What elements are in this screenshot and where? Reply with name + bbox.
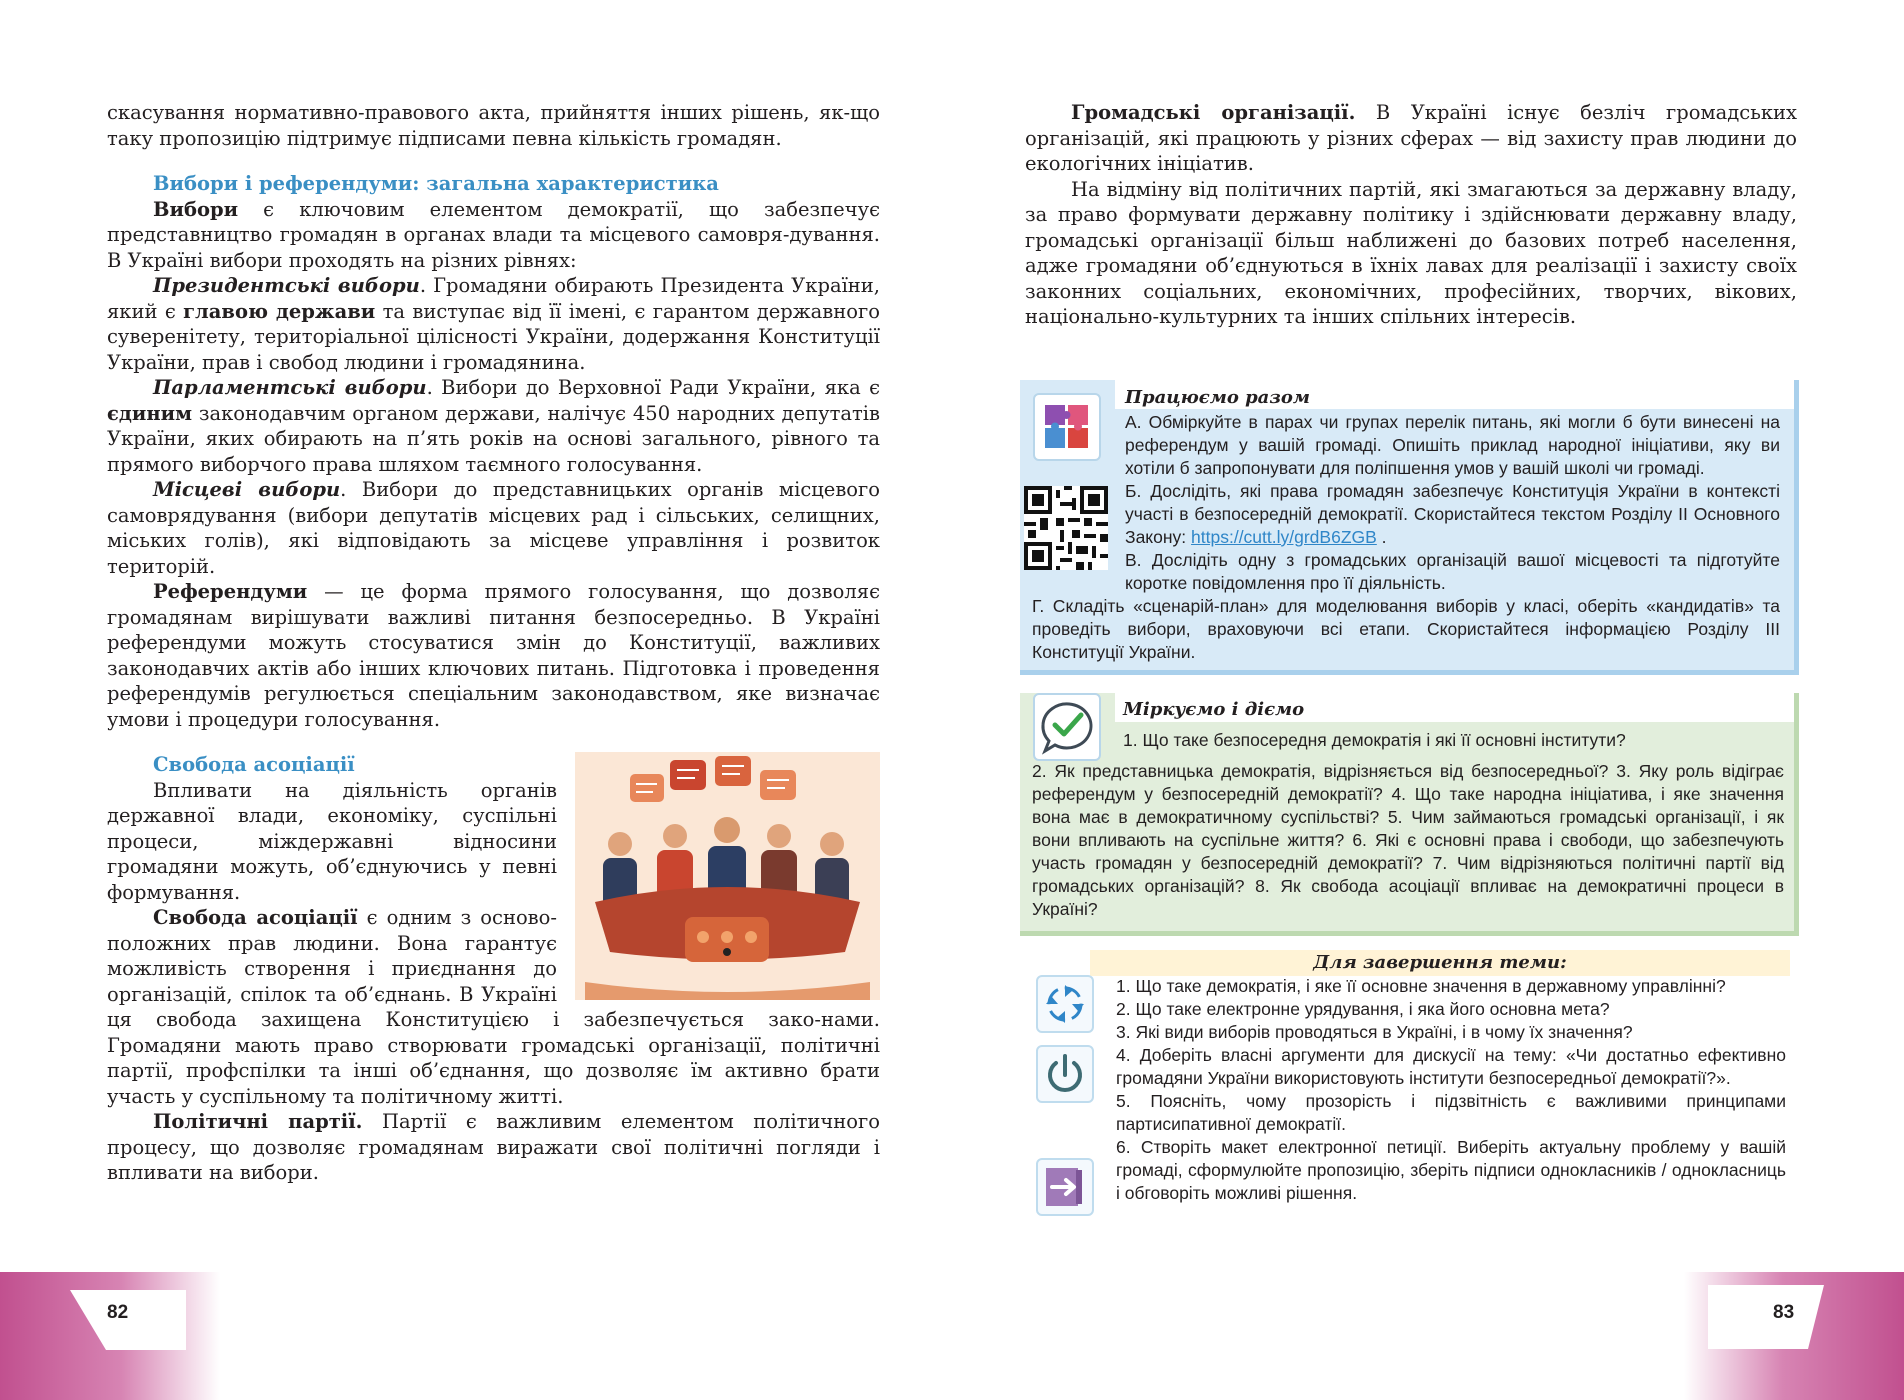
paragraph-parliamentary: Парламентські вибори. Вибори до Верховної Ради України, яка є єдиним законодавчим органом держави, налічує 450 народних депутатів України, яких обирають на п’ять років на основі загального, рівного та прямого виборчого права шляхом таємного голосування.: [107, 376, 880, 476]
page-number-right: 83: [1773, 1302, 1795, 1323]
finish-item: 2. Що таке електронне урядування, і яка його основна мета?: [1116, 999, 1610, 1019]
paragraph-ngo: Громадські організації. В Україні існує безліч громадських організацій, які працюють у різних сферах — від захисту прав людини до екологічних ініціатив.: [1025, 101, 1798, 175]
exit-arrow-icon: [1036, 1158, 1094, 1216]
finish-item: 6. Створіть макет електронної петиції. Виберіть актуальну проблему у вашій громаді, сформулюйте пропозицію, зберіть підписи однокласників / однокласниць і обговоріть можливі рішення.: [1116, 1137, 1786, 1203]
heading-association: Свобода асоціації: [153, 753, 355, 776]
finish-item: 4. Доберіть власні аргументи для дискусії на тему: «Чи достатньо ефективно громадяни України використовують інститути безпосередньої демократії?».: [1116, 1045, 1786, 1088]
right-column: [1025, 100, 1797, 330]
box-work-together-g: Г. Складіть «сценарій-план» для моделювання виборів у класі, оберіть «кандидатів» та проведіть вибори, враховуючи всі етапи. Скористайтеся інформацією Розділу ІІІ Конституції України.: [1032, 596, 1780, 662]
box-work-together: [1020, 380, 1799, 675]
term-parties: Політичні партії.: [153, 1110, 363, 1133]
box-work-together-a: А. Обміркуйте в парах чи групах перелік питань, які могли б бути винесені на референдум у вашій громаді. Опишіть приклад народної ініціативи, яку ви хотіли б запропонувати для поліпшення умов у вашій школі чи громаді.: [1125, 412, 1780, 478]
term-parliamentary: Парламентські вибори: [153, 376, 427, 399]
paragraph-ngo-vs-parties: На відміну від політичних партій, які змагаються за державну владу, за право формувати державну політику і здійснювати державну владу, громадські організації більш наближені до базових потреб населення, адже громадяни об’єднуються в їхніх лавах для реалізації і захисту своїх законних соціальних, економічних, професійних, творчих, вікових, національно-культурних та інших спільних інтересів.: [1025, 177, 1797, 328]
box-think-act-title: Міркуємо і діємо: [1123, 699, 1305, 720]
left-column: [107, 100, 880, 1186]
finish-item: 1. Що таке демократія, і яке її основне значення в державному управлінні?: [1116, 976, 1726, 996]
box-think-act: [1020, 693, 1799, 936]
paragraph-elections: Вибори є ключовим елементом демократії, що забезпечує представництво громадян в органах влади та місцевого самовря-дування. В Україні вибори проходять на різних рівнях:: [107, 197, 880, 272]
box-work-together-title: Працюємо разом: [1125, 387, 1310, 408]
qr-code: [1024, 486, 1108, 570]
box-think-act-questions: 2. Як представницька демократія, відрізняється від безпосередньої? 3. Яку роль відіграє референдум у безпосередній демократії? 4. Що таке народна ініціатива, і яке значення вона має в демократичному суспільстві? 5. Чим займаються громадські організації, і як вони впливають на суспільне життя? 6. Які є основні права і свободи, що забезпечують участь громадян у безпосередній демократії? 7. Чим відрізняються політичні партії від громадських організацій? 8. Як свобода асоціації впливає на демократичні процеси в Україні?: [1032, 761, 1784, 919]
meeting-illustration: [575, 752, 880, 1000]
page-tab-right: [1708, 1285, 1824, 1349]
finish-item: 5. Поясніть, чому прозорість і підзвітність є важливими принципами партисипативної демократії.: [1116, 1091, 1786, 1134]
paragraph-association-intro: Впливати на діяльність органів державної влади, економіку, суспільні процеси, міждержавні відносини громадяни можуть, об’єднуючись у певні формування.: [107, 778, 557, 904]
paragraph-parties: Політичні партії. Партії є важливим елементом політичного процесу, що дозволяє громадянам виражати свої політичні погляди і впливати на вибори.: [107, 1110, 880, 1184]
heading-elections: Вибори і референдуми: загальна характеристика: [153, 172, 719, 195]
check-speech-icon: [1033, 693, 1101, 761]
term-ngo: Громадські організації.: [1071, 101, 1356, 124]
finish-item: 3. Які види виборів проводяться в Україні, і в чому їх значення?: [1116, 1022, 1633, 1042]
box-work-together-b: Б. Дослідіть, які права громадян забезпечує Конституція України в контексті участі в безпосередній демократії. Скористайтеся текстом Розділу ІІ Основного Закону: https://cutt.ly/grdB6ZGB .: [1125, 481, 1780, 547]
paragraph-local: Місцеві вибори. Вибори до представницьких органів місцевого самоврядування (вибори депутатів місцевих рад і сільських, селищних, міських голів), які відповідають за місцеве управління і розвиток територій.: [107, 478, 880, 578]
box-work-together-v: В. Дослідіть одну з громадських організацій вашої місцевості та підготуйте коротке повідомлення про її діяльність.: [1125, 550, 1780, 593]
puzzle-icon: [1033, 393, 1101, 461]
box-think-act-q1: 1. Що таке безпосередня демократія і які її основні інститути?: [1123, 730, 1626, 750]
constitution-link[interactable]: https://cutt.ly/grdB6ZGB: [1191, 527, 1377, 547]
term-association: Свобода асоціації: [153, 906, 358, 929]
refresh-icon: [1036, 975, 1094, 1033]
term-elections: Вибори: [153, 197, 239, 221]
power-icon: [1036, 1045, 1094, 1103]
paragraph-intro: скасування нормативно-правового акта, прийняття інших рішень, як-що таку пропозицію підтримує підписами певна кількість громадян.: [107, 101, 880, 150]
paragraph-referendums: Референдуми — це форма прямого голосування, що дозволяє громадянам вирішувати важливі питання безпосередньо. В Україні референдуми можуть стосуватися змін до Конституції, важливих законодавчих актів або інших ключових питань. Підготовка і проведення референдумів регулюється спеціальним законодавством, яке визначає умови і процедури голосування.: [107, 580, 880, 731]
paragraph-presidential: Президентські вибори. Громадяни обирають Президента України, який є главою держави та виступає від її імені, є гарантом державного суверенітету, територіальної цілісності України, додержання Конституції України, прав і свобод людини і громадянина.: [107, 274, 880, 374]
term-presidential: Президентські вибори: [153, 274, 420, 297]
term-local: Місцеві вибори: [153, 478, 341, 501]
paragraph-association: Свобода асоціації є одним з осново-положних прав людини. Вона гарантує можливість створення і приєднання до організацій, спілок та об’єднань. В Україні ця свобода захищена Конституцією і забезпечується зако-нами. Громадяни мають право створювати громадські організації, політичні партії, профспілки та інші об’єднання, що дозволяє їм активно брати участь у суспільному та політичному житті.: [107, 906, 880, 1108]
finish-list: [1116, 975, 1786, 1205]
page-number-left: 82: [107, 1302, 129, 1323]
term-referendums: Референдуми: [153, 580, 308, 603]
finish-title: Для завершення теми:: [1090, 950, 1790, 976]
